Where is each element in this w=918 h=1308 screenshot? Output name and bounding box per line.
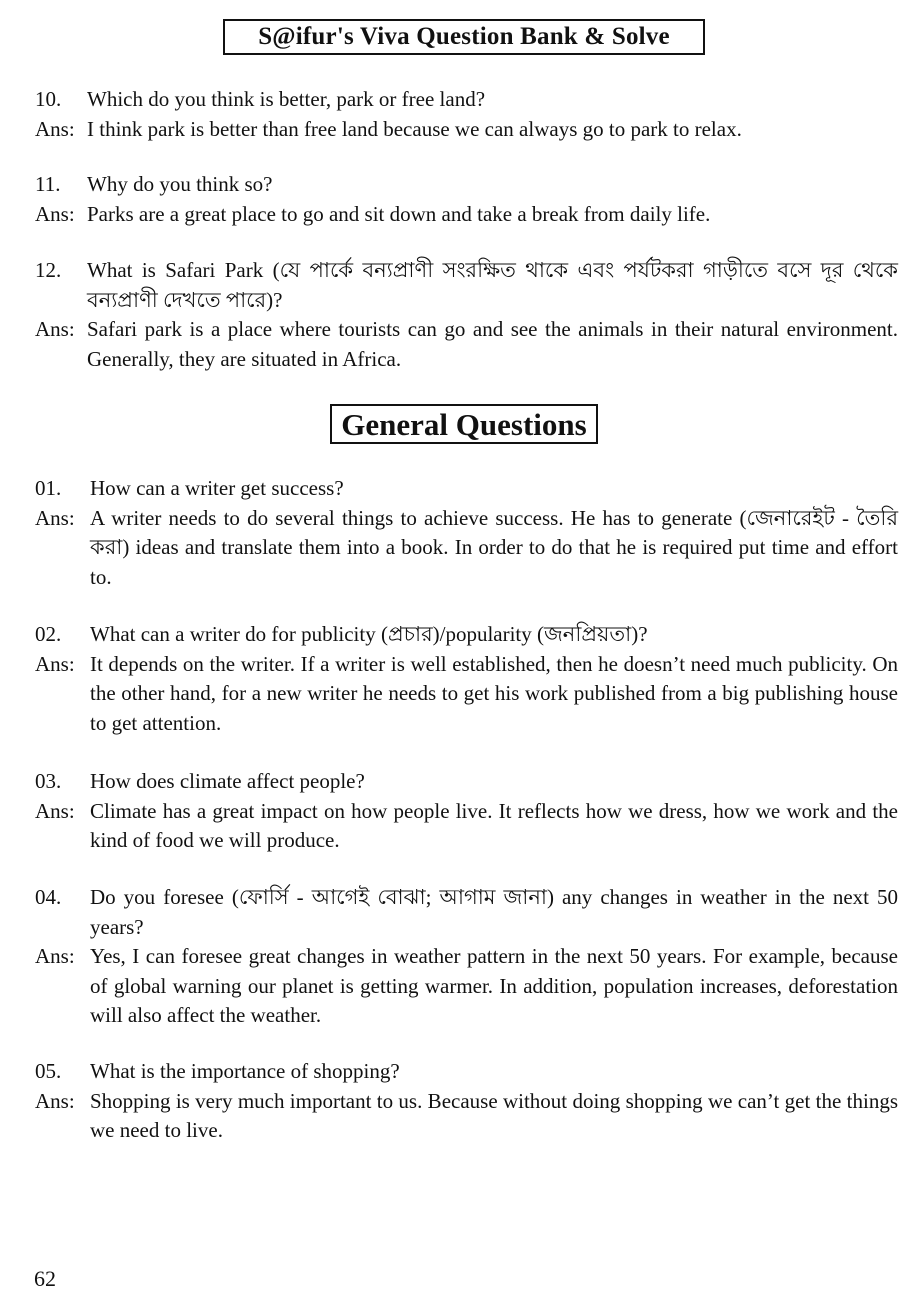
question-row	[35, 474, 898, 504]
answer-row	[35, 797, 898, 856]
qa-item-11	[35, 170, 898, 229]
section-title: General Questions	[330, 404, 598, 444]
question-number: 02.	[35, 622, 62, 646]
answer-text: Safari park is a place where tourists can go and see the animals in their natural environment. Generally, they are situated in Africa.	[87, 317, 898, 371]
question-number: 03.	[35, 769, 62, 793]
answer-label: Ans:	[35, 651, 75, 676]
answer-label: Ans:	[35, 201, 75, 226]
answer-text: It depends on the writer. If a writer is well established, then he doesn’t need much publicity. On the other hand, for a new writer he needs to get his work published from a big publishing house to get attention.	[90, 651, 898, 735]
question-number: 10.	[35, 87, 62, 111]
answer-label: Ans:	[35, 317, 75, 341]
question-number: 01.	[35, 476, 62, 500]
question-text: What can a writer do for publicity (প্রচার)/popularity (জনপ্রিয়তা)?	[90, 622, 648, 646]
question-row	[35, 883, 898, 942]
qa-item-05	[35, 1057, 898, 1146]
answer-row	[35, 1087, 898, 1146]
question-text: How does climate affect people?	[90, 769, 365, 793]
question-text: Which do you think is better, park or free land?	[87, 87, 486, 111]
question-row	[35, 256, 898, 315]
page-number: 62	[34, 1266, 56, 1291]
question-row	[35, 620, 898, 650]
qa-item-10	[35, 85, 898, 144]
qa-item-01	[35, 474, 898, 592]
answer-label: Ans:	[35, 798, 75, 823]
question-row	[35, 767, 898, 797]
question-text: How can a writer get success?	[90, 476, 344, 500]
answer-row	[35, 504, 898, 593]
answer-text: I think park is better than free land because we can always go to park to relax.	[87, 116, 742, 141]
answer-row	[35, 650, 898, 739]
question-text: Why do you think so?	[87, 172, 273, 196]
question-number: 04.	[35, 885, 62, 909]
question-text: What is the importance of shopping?	[90, 1059, 400, 1083]
answer-text: Yes, I can foresee great changes in weather pattern in the next 50 years. For example, because of global warning our planet is getting warmer. In addition, population increases, deforestation will also affect the weather.	[90, 944, 898, 1027]
question-text: Do you foresee (ফোর্সি - আগেই বোঝা; আগাম জানা) any changes in weather in the next 50 years?	[90, 885, 898, 939]
qa-item-03	[35, 767, 898, 856]
answer-row	[35, 942, 898, 1031]
answer-text: Parks are a great place to go and sit down and take a break from daily life.	[87, 201, 711, 226]
page-header-title: S@ifur's Viva Question Bank & Solve	[223, 19, 705, 55]
answer-text: A writer needs to do several things to achieve success. He has to generate (জেনারেইট - তৈরি করা) ideas and translate them into a book. In order to do that he is required put time and effort to.	[90, 505, 898, 589]
answer-label: Ans:	[35, 1088, 75, 1113]
question-row	[35, 85, 898, 115]
qa-item-12	[35, 256, 898, 374]
question-number: 11.	[35, 172, 61, 196]
answer-row	[35, 200, 898, 230]
question-row	[35, 1057, 898, 1087]
answer-label: Ans:	[35, 505, 75, 530]
answer-label: Ans:	[35, 944, 75, 968]
question-text: What is Safari Park (যে পার্কে বন্যপ্রাণী সংরক্ষিত থাকে এবং পর্যটকরা গাড়ীতে বসে দূর থেকে বন্যপ্রাণী দেখতে পারে)?	[87, 258, 898, 312]
answer-label: Ans:	[35, 116, 75, 141]
answer-row	[35, 315, 898, 374]
question-number: 12.	[35, 258, 62, 282]
qa-item-04	[35, 883, 898, 1031]
question-number: 05.	[35, 1059, 62, 1083]
answer-text: Climate has a great impact on how people live. It reflects how we dress, how we work and the kind of food we will produce.	[90, 798, 898, 852]
question-row	[35, 170, 898, 200]
answer-row	[35, 115, 898, 145]
answer-text: Shopping is very much important to us. Because without doing shopping we can’t get the things we need to live.	[90, 1088, 898, 1142]
qa-item-02	[35, 620, 898, 738]
